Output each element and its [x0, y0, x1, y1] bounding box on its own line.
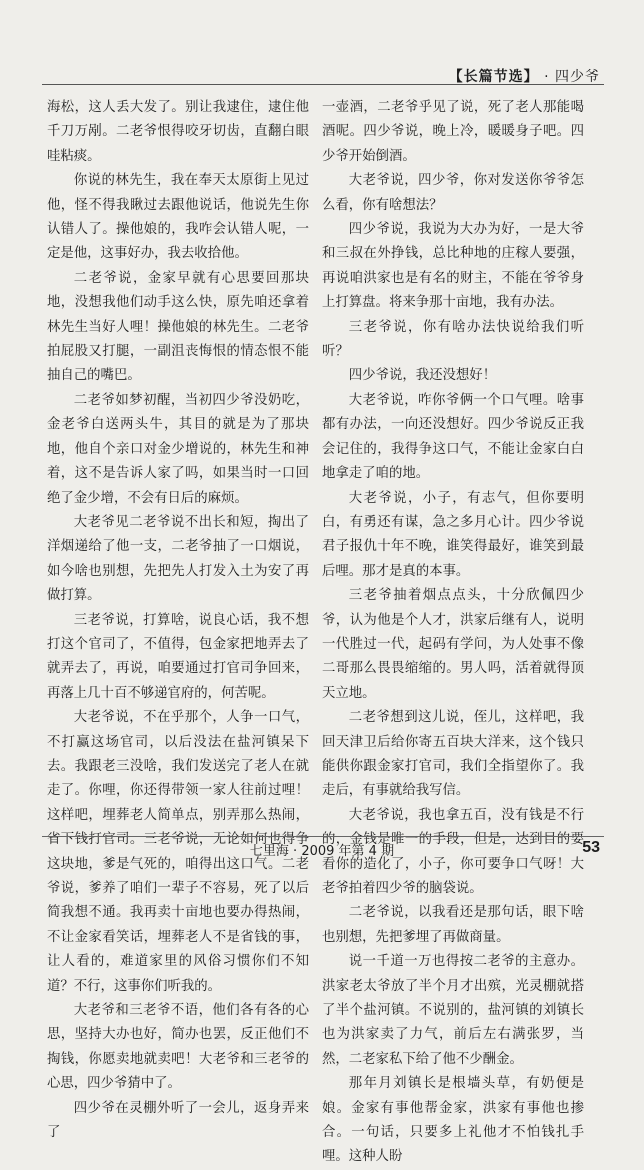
paragraph: 四少爷说，我说为大办为好，一是大爷和三叔在外挣钱，总比种地的庄稼人要强，再说咱洪家也是有名的财主，不能在爷爷身上打算盘。将来争那十亩地，我有办法。	[322, 222, 584, 311]
paragraph: 三老爷说，你有啥办法快说给我们听听？	[322, 319, 584, 360]
paragraph: 三老爷说，打算啥，说良心话，我不想打这个官司了，不值得，包金家把地弄去了就弄去了，再说，咱要通过打官司争回来，再落上几十百不够递官府的，何苦呢。	[47, 612, 309, 701]
paragraph: 大老爷说，咋你爷俩一个口气哩。啥事都有办法，一向还没想好。四少爷说反正我会记住的，我得争这口气，不能让金家白白地拿走了咱的地。	[322, 392, 584, 482]
paragraph: 那年月刘镇长是根墙头草，有奶便是娘。金家有事他帮金家，洪家有事他也掺合。一句话，只要多上礼他才不怕钱扎手哩。这种人盼	[322, 1076, 584, 1165]
footer-rule	[42, 836, 604, 837]
paragraph: 大老爷说，四少爷，你对发送你爷爷怎么看，你有啥想法？	[322, 173, 584, 213]
paragraph: 大老爷见二老爷说不出长和短，掏出了洋烟递给了他一支，二老爷抽了一口烟说，如今啥也别想，先把先人打发入土为安了再做打算。	[47, 514, 309, 604]
paragraph: 说一千道一万也得按二老爷的主意办。洪家老太爷放了半个月才出殡，光灵棚就搭了半个盐河镇。不说别的，盐河镇的刘镇长也为洪家卖了力气，前后左右满张罗，当然，二老家私下给了他不少酬金。	[322, 954, 584, 1067]
paragraph: 大老爷说，小子，有志气，但你要明白，有勇还有谋，急之多月心计。四少爷说君子报仇十年不晚，谁笑得最好，谁笑到最后哩。那才是真的本事。	[322, 490, 584, 579]
paragraph: 大老爷说，不在乎那个，人争一口气，不打赢这场官司，以后没法在盐河镇呆下去。我跟老三没啥，我们发送完了老人在就走了。你哩，你还得带领一家人往前过哩！这样吧，埋葬老人简单点，别弄那么热闹，省下钱打官司。三老爷说，无论如何也得争这块地，爹是气死的，咱得出这口气。二老爷说，爹养了咱们一辈子不容易，死了以后简我想不通。我再卖十亩地也要办得热闹，不让金家看笑话，埋葬老人不是省钱的事，让人看的，难道家里的风俗习惯你们不知道？不行，这事你们听我的。	[47, 710, 309, 994]
paragraph: 一壶酒，二老爷乎见了说，死了老人那能喝酒呢。四少爷说，晚上冷，暖暖身子吧。四少爷开始倒酒。	[322, 100, 584, 164]
paragraph: 二老爷说，金家早就有心思要回那块地，没想我他们动手这么快，原先咱还拿着林先生当好人哩！操他娘的林先生。二老爷拍屁股又打腿，一副沮丧悔恨的情态恨不能抽自己的嘴巴。	[47, 270, 309, 384]
left-column	[47, 96, 309, 1145]
journal-footer: 七里海 · 2009 年第 4 期	[249, 844, 395, 859]
work-title: 四少爷	[555, 69, 600, 85]
paragraph: 大老爷和三老爷不语，他们各有各的心思，坚持大办也好，简办也罢，反正他们不掏钱，你愿卖地就卖吧！大老爷和三老爷的心思，四少爷猜中了。	[47, 1003, 309, 1092]
right-column	[322, 96, 584, 1170]
header-separator: ·	[544, 69, 550, 85]
paragraph: 海松，这人丢大发了。别让我逮住，逮住他千刀万剐。二老爷恨得咬牙切齿，直翻白眼哇粘痰。	[47, 100, 309, 164]
paragraph: 二老爷想到这儿说，侄儿，这样吧，我回天津卫后给你寄五百块大洋来，这个钱只能供你跟金家打官司，我们全指望你了。我走后，有事就给我写信。	[322, 710, 584, 799]
paragraph: 你说的林先生，我在奉天太原街上见过他，怪不得我瞅过去跟他说话，他说先生你认错人了。操他娘的，我咋会认错人呢，一定是他，这事好办，我去收拾他。	[47, 173, 309, 262]
paragraph: 三老爷抽着烟点点头，十分欣佩四少爷，认为他是个人才，洪家后继有人，说明一代胜过一代，起码有学问，为人处事不像二哥那么畏畏缩缩的。男人吗，活着就得顶天立地。	[322, 588, 584, 701]
paragraph: 四少爷说，我还没想好！	[348, 368, 497, 384]
paragraph: 大老爷说，我也拿五百，没有钱是不行的，金钱是唯一的手段，但是，达到目的要看你的造化了，小子，你可要争口气呀！大老爷拍着四少爷的脑袋说。	[322, 807, 584, 896]
paragraph: 四少爷在灵棚外听了一会儿，返身弄来了	[47, 1100, 309, 1141]
page-number: 53	[582, 839, 600, 856]
header-rule	[42, 84, 604, 85]
section-label: 【长篇节选】	[448, 69, 539, 85]
paragraph: 二老爷说，以我看还是那句话，眼下啥也别想，先把爹埋了再做商量。	[322, 905, 584, 945]
paragraph: 二老爷如梦初醒，当初四少爷没奶吃，金老爷白送两头牛，其目的就是为了那块地，他自个亲口对金少增说的，林先生和神着，这不是告诉人家了吗，如果当时一口回绝了金少增，不会有日后的麻烦。	[47, 392, 309, 506]
header-label	[449, 66, 600, 86]
